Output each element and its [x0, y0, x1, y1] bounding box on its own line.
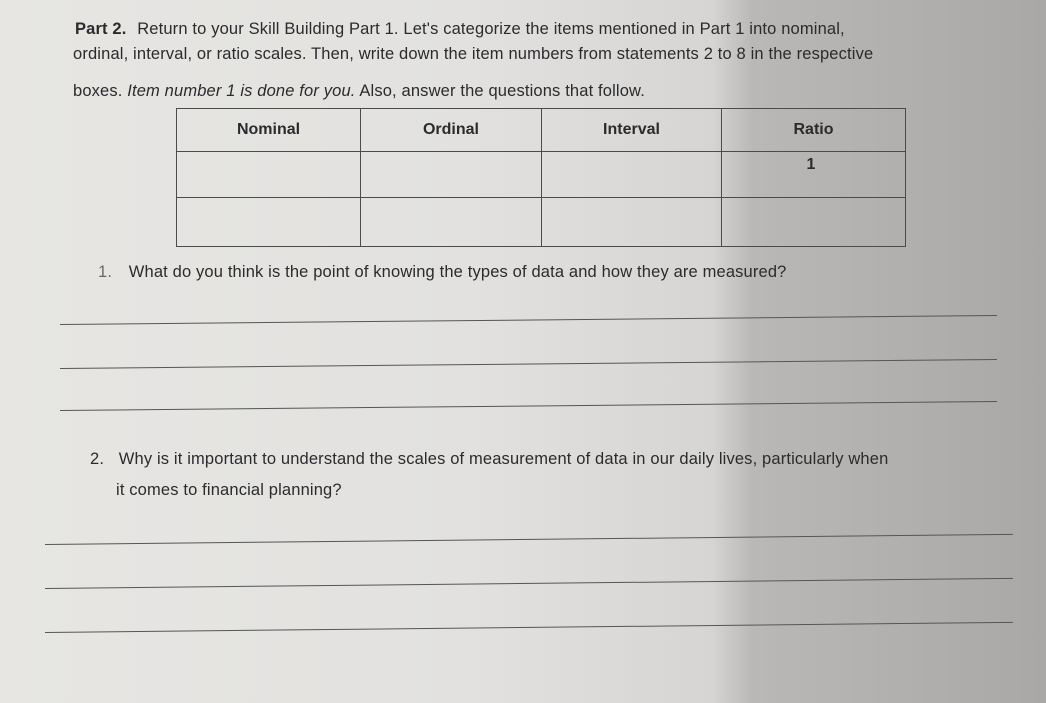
part-label: Part 2. [75, 20, 127, 38]
question-1-number: 1. [98, 263, 113, 281]
intro-italic-note: Item number 1 is done for you. [127, 82, 356, 100]
scales-table [176, 108, 906, 247]
answer-line-q2-3[interactable] [45, 622, 1013, 633]
question-2 [90, 450, 888, 469]
answer-line-q2-2[interactable] [45, 578, 1013, 589]
answer-line-q1-1[interactable] [60, 315, 997, 325]
cell-ordinal-2[interactable] [361, 198, 542, 247]
cell-ratio-2[interactable] [722, 198, 906, 247]
table-header-row [177, 109, 906, 152]
cell-interval-1[interactable] [542, 152, 722, 198]
ratio-item-1: 1 [806, 156, 816, 173]
answer-line-q2-1[interactable] [45, 534, 1013, 545]
question-2-number: 2. [90, 450, 105, 468]
table-row [177, 198, 906, 247]
intro-line-2: ordinal, interval, or ratio scales. Then, write down the item numbers from statements 2 to 8 in the respective [73, 45, 874, 63]
cell-ratio-1[interactable] [722, 152, 906, 198]
cell-ordinal-1[interactable] [361, 152, 542, 198]
header-interval: Interval [542, 109, 722, 152]
question-2-line-2: it comes to financial planning? [116, 481, 342, 499]
answer-line-q1-3[interactable] [60, 401, 997, 411]
intro-line-1 [75, 20, 845, 39]
header-ordinal: Ordinal [361, 109, 542, 152]
intro-line-3 [73, 82, 645, 101]
intro-text-1: Return to your Skill Building Part 1. Let's categorize the items mentioned in Part 1 into nominal, [137, 20, 845, 38]
question-1 [98, 263, 787, 282]
header-ratio: Ratio [722, 109, 906, 152]
cell-nominal-1[interactable] [177, 152, 361, 198]
header-nominal: Nominal [177, 109, 361, 152]
question-2-text-line-1: Why is it important to understand the scales of measurement of data in our daily lives, particularly when [118, 450, 889, 468]
answer-line-q1-2[interactable] [60, 359, 997, 369]
table-row [177, 152, 906, 198]
question-1-text: What do you think is the point of knowing the types of data and how they are measured? [128, 263, 787, 281]
intro-boxes: boxes. [73, 82, 123, 100]
cell-interval-2[interactable] [542, 198, 722, 247]
cell-nominal-2[interactable] [177, 198, 361, 247]
intro-tail: Also, answer the questions that follow. [359, 82, 645, 100]
